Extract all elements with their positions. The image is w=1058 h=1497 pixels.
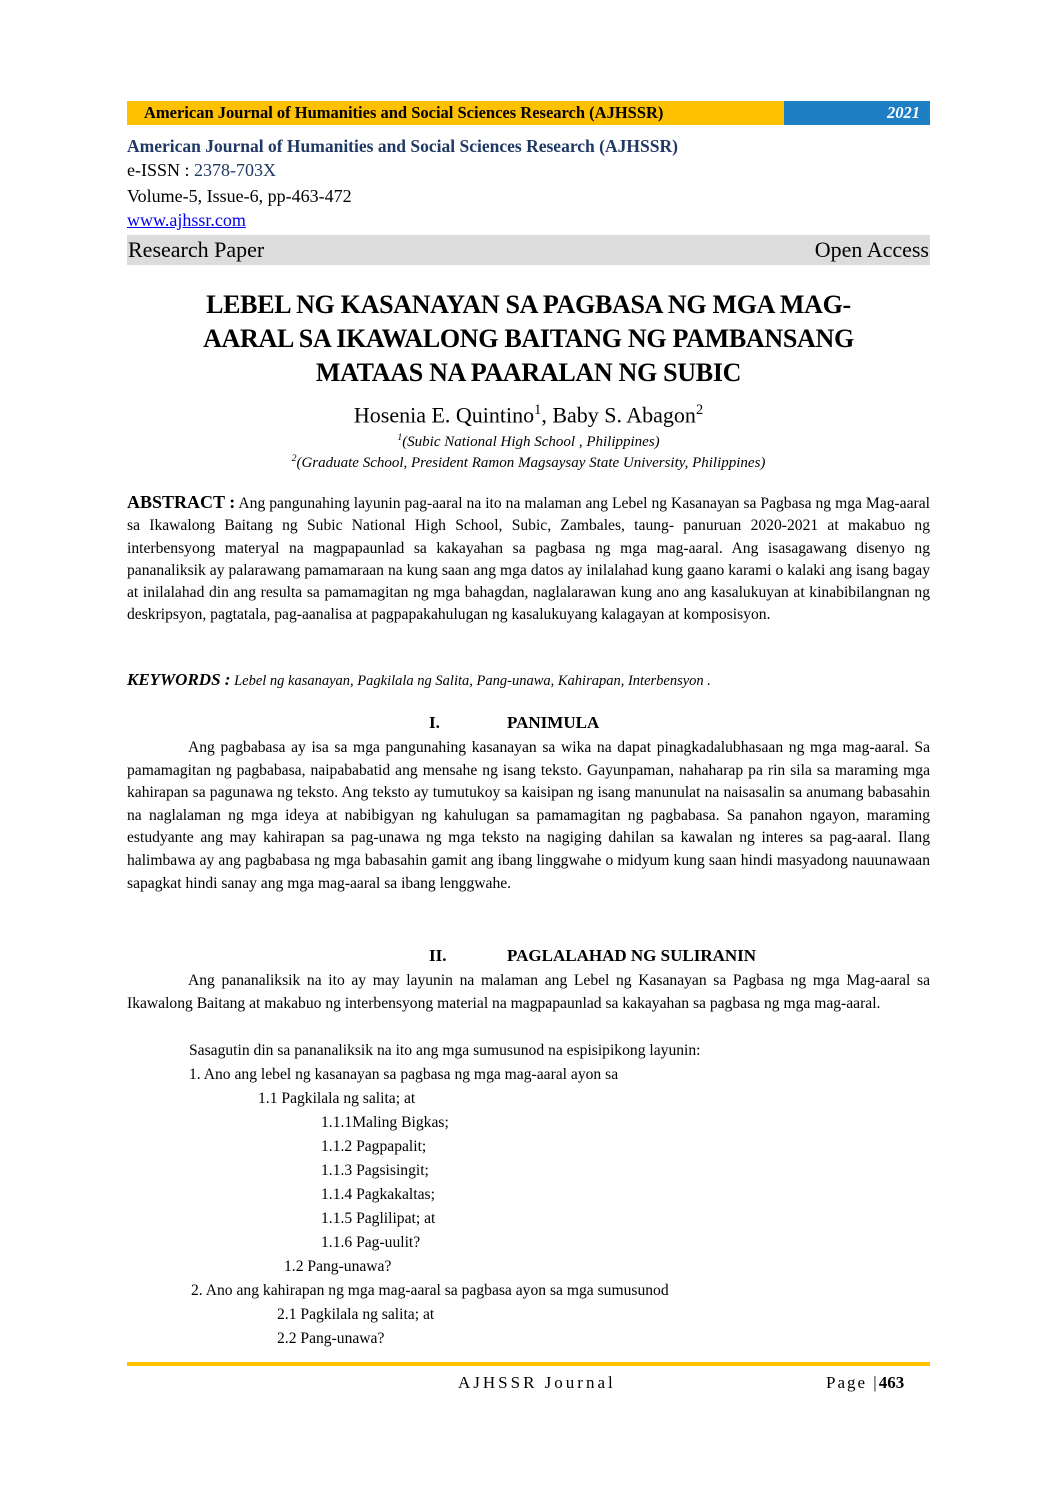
journal-website-link[interactable]: www.ajhssr.com <box>127 210 246 230</box>
title-line: AARAL SA IKAWALONG BAITANG NG PAMBANSANG <box>203 324 854 353</box>
abstract-label: ABSTRACT : <box>127 492 236 512</box>
question-item: 1. Ano ang lebel ng kasanayan sa pagbasa ng mga mag-aaral ayon sa <box>189 1066 619 1083</box>
section-title: PAGLALAHAD NG SULIRANIN <box>507 946 757 965</box>
question-subsubitem: 1.1.2 Pagpapalit; <box>321 1138 427 1155</box>
question-subitem: 1.2 Pang-unawa? <box>284 1258 392 1275</box>
question-subsubitem: 1.1.5 Paglilipat; at <box>321 1210 436 1227</box>
paper-type-label: Research Paper <box>128 237 265 262</box>
affiliation <box>127 453 930 472</box>
question-item: 2. Ano ang kahirapan ng mga mag-aaral sa pagbasa ayon sa mga sumusunod <box>191 1282 669 1299</box>
affiliation-text: (Subic National High School , Philippines) <box>402 434 660 450</box>
question-subitem: 1.1 Pagkilala ng salita; at <box>258 1090 416 1107</box>
running-header-year: 2021 <box>784 101 930 125</box>
affiliation <box>127 432 930 451</box>
question-subsubitem: 1.1.6 Pag-uulit? <box>321 1234 421 1251</box>
title-line: LEBEL NG KASANAYAN SA PAGBASA NG MGA MAG- <box>206 290 851 319</box>
question-subsubitem: 1.1.4 Pagkakaltas; <box>321 1186 435 1203</box>
title-line: MATAAS NA PAARALAN NG SUBIC <box>315 358 742 387</box>
keywords-label: KEYWORDS : <box>127 670 231 689</box>
abstract-text: Ang pangunahing layunin pag-aaral na ito na malaman ang Lebel ng Kasanayan sa Pagbasa ng mga Mag-aaral sa Ikawalong Baitang ng Subic National High School, Subic, Zambales, taung- panuruan 2020-2021 at makabuo ng interbensyong materyal na magpapaunlad sa kakayahan sa pagbasa ng mga mag-aaral. Ang isasagawang disenyo ng pananaliksik ay palarawang pamamaraan na kung saan ang mga datos ay inilalahad kung gaano karami o kalaki ang isang bagay at inilalahad din ang resulta sa pamamagitan ng mga bahagdan, naglalarawan kung ano ang kasalukuyan at kinabibilangnan ng deskripsyon, pagtatala, pag-aanalisa at pagpapakahulugan ng kasalukuyang kalagayan at komposisyon. <box>127 495 930 624</box>
abstract <box>127 491 930 627</box>
objectives-intro: Sasagutin din sa pananaliksik na ito ang mga sumusunod na espisipikong layunin: <box>189 1042 701 1059</box>
question-subitem: 2.1 Pagkilala ng salita; at <box>277 1306 435 1323</box>
journal-title: American Journal of Humanities and Social Sciences Research (AJHSSR) <box>127 136 678 156</box>
question-subsubitem: 1.1.1Maling Bigkas; <box>321 1114 449 1131</box>
section-number: I. <box>429 713 440 732</box>
keywords <box>127 670 930 690</box>
footer-rule <box>127 1362 930 1366</box>
author-name: Baby S. Abagon <box>552 402 696 428</box>
affiliation-sup: 1 <box>397 432 403 443</box>
footer-page-label: Page | <box>826 1373 879 1392</box>
section-paragraph: Ang pagbabasa ay isa sa mga pangunahing kasanayan sa wika na dapat pinagkadalubhasaan ng mga mag-aaral. Sa pamamagitan ng pagbabasa, naipababatid ang mensahe ng isang teksto. Gayunpaman, nahaharap pa rin sila sa maraming mga kahirapan sa pagunawa ng teksto. Ang teksto ay tumutukoy sa kaisipan ng isang manunulat na naisasalin sa anumang babasahin na naglalaman ng mga ideya at nabibigyan ng kahulugan sa pamamagitan ng pagbabasa. Sa panahon ngayon, maraming estudyante ang may kahirapan sa pag-unawa ng mga teksto na nagiging dahilan sa kawalan ng interes sa pag-aaral. Ilang halimbawa ay ang pagbabasa ng mga babasahin gamit ang ibang linggwahe o midyum kung saan hindi masyadong nauunawaan sapagkat hindi sanay ang mga mag-aaral sa ibang lenggwahe. <box>127 739 930 892</box>
question-subsubitem: 1.1.3 Pagsisingit; <box>321 1162 429 1179</box>
paper-type-bar <box>127 235 930 265</box>
author-separator: , <box>541 402 553 428</box>
section-paragraph: Ang pananaliksik na ito ay may layunin na malaman ang Lebel ng Kasanayan sa Pagbasa ng mga Mag-aaral sa Ikawalong Baitang at makabuo ng interbensyong material na magpapaunlad sa kakayahan sa pagbasa ng mga mag-aaral. <box>127 972 930 1012</box>
footer-page-number: 463 <box>878 1373 905 1392</box>
issn-label: e-ISSN : <box>127 160 194 180</box>
issn-value: 2378-703X <box>194 160 276 180</box>
issn-line <box>127 160 276 181</box>
author-sup: 1 <box>534 402 542 418</box>
footer-journal: AJHSSR Journal <box>458 1373 616 1392</box>
author-sup: 2 <box>695 402 704 418</box>
author-list <box>127 402 930 428</box>
section-title: PANIMULA <box>507 713 600 732</box>
volume-line: Volume-5, Issue-6, pp-463-472 <box>127 186 352 206</box>
paper-title <box>127 288 930 390</box>
running-header-journal: American Journal of Humanities and Social Sciences Research (AJHSSR) <box>127 101 784 125</box>
section-number: II. <box>429 946 447 965</box>
footer-page <box>826 1373 904 1393</box>
author-name: Hosenia E. Quintino <box>353 402 535 428</box>
affiliation-text: (Graduate School, President Ramon Magsaysay State University, Philippines) <box>296 455 766 471</box>
running-header <box>127 101 930 125</box>
affiliation-sup: 2 <box>291 453 297 464</box>
access-label: Open Access <box>814 237 929 262</box>
keywords-text: Lebel ng kasanayan, Pagkilala ng Salita, Pang-unawa, Kahirapan, Interbensyon . <box>234 673 711 689</box>
question-subitem: 2.2 Pang-unawa? <box>277 1330 385 1347</box>
